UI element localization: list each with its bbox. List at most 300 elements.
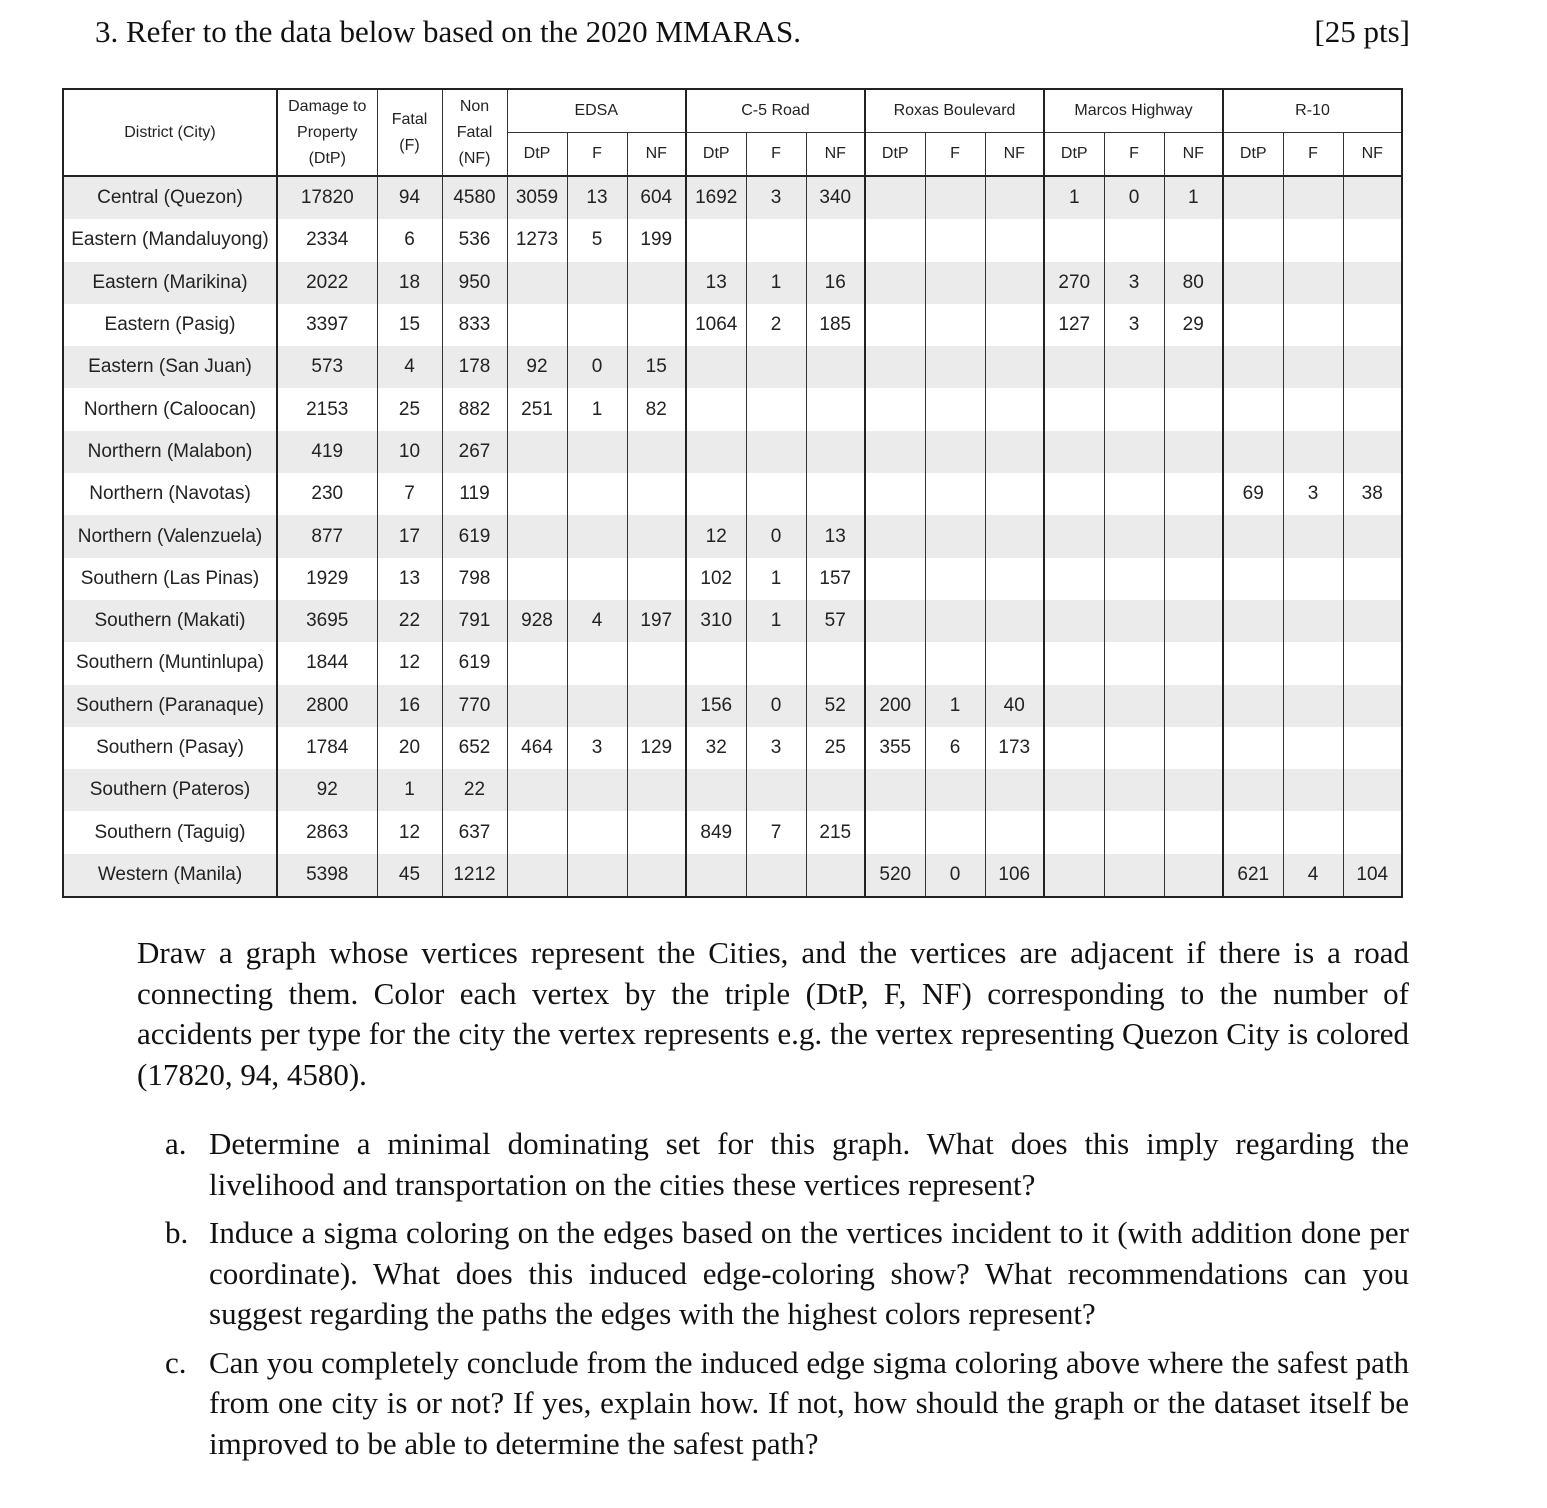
data-cell xyxy=(1343,811,1402,853)
district-cell: Southern (Muntinlupa) xyxy=(63,642,277,684)
road-header-roxas: Roxas Boulevard xyxy=(865,89,1044,133)
data-cell: 2800 xyxy=(277,685,377,727)
data-cell xyxy=(1223,515,1283,557)
sub-header-4-1: F xyxy=(1283,133,1343,177)
data-cell xyxy=(627,811,686,853)
district-cell: Southern (Pasay) xyxy=(63,727,277,769)
data-cell: 104 xyxy=(1343,854,1402,897)
data-cell: 1 xyxy=(746,262,806,304)
data-cell xyxy=(865,769,925,811)
district-cell: Eastern (Marikina) xyxy=(63,262,277,304)
data-cell: 13 xyxy=(686,262,746,304)
data-cell xyxy=(627,473,686,515)
data-cell xyxy=(1104,727,1164,769)
data-cell xyxy=(1343,346,1402,388)
data-cell: 0 xyxy=(746,515,806,557)
data-cell: 1 xyxy=(567,388,627,430)
data-cell xyxy=(1283,515,1343,557)
data-cell xyxy=(1164,558,1223,600)
data-cell xyxy=(567,854,627,897)
data-cell xyxy=(1044,346,1104,388)
data-cell xyxy=(985,473,1044,515)
data-cell: 80 xyxy=(1164,262,1223,304)
sub-header-0-2: NF xyxy=(627,133,686,177)
data-cell xyxy=(627,642,686,684)
data-cell: 230 xyxy=(277,473,377,515)
data-cell xyxy=(746,388,806,430)
sub-header-0-0: DtP xyxy=(507,133,567,177)
data-cell: 15 xyxy=(377,304,442,346)
data-cell xyxy=(1343,642,1402,684)
district-cell: Southern (Makati) xyxy=(63,600,277,642)
data-cell: 69 xyxy=(1223,473,1283,515)
data-cell: 3 xyxy=(746,727,806,769)
data-cell xyxy=(865,811,925,853)
data-cell xyxy=(686,642,746,684)
data-cell: 40 xyxy=(985,685,1044,727)
question-points: [25 pts] xyxy=(1314,14,1410,49)
data-cell xyxy=(1104,473,1164,515)
col-header-dtp: Damage to Property (DtP) xyxy=(277,89,377,176)
data-cell xyxy=(865,388,925,430)
data-cell: 38 xyxy=(1343,473,1402,515)
sub-header-2-0: DtP xyxy=(865,133,925,177)
data-cell xyxy=(686,388,746,430)
data-cell: 173 xyxy=(985,727,1044,769)
data-cell xyxy=(985,811,1044,853)
data-cell xyxy=(1044,854,1104,897)
data-cell: 1273 xyxy=(507,219,567,261)
table-row xyxy=(63,346,1402,388)
table-row xyxy=(63,304,1402,346)
data-cell xyxy=(746,854,806,897)
table-row xyxy=(63,811,1402,853)
data-cell: 12 xyxy=(377,811,442,853)
data-cell xyxy=(1164,642,1223,684)
data-cell: 13 xyxy=(567,176,627,219)
data-cell: 637 xyxy=(442,811,507,853)
data-cell xyxy=(1343,515,1402,557)
data-cell: 29 xyxy=(1164,304,1223,346)
data-cell xyxy=(567,811,627,853)
district-cell: Eastern (Mandaluyong) xyxy=(63,219,277,261)
data-cell xyxy=(1343,769,1402,811)
data-cell xyxy=(806,769,865,811)
data-cell xyxy=(1283,685,1343,727)
data-cell xyxy=(1044,558,1104,600)
data-cell xyxy=(1164,600,1223,642)
data-cell: 1 xyxy=(925,685,985,727)
data-cell xyxy=(865,600,925,642)
data-cell xyxy=(1104,558,1164,600)
data-cell: 877 xyxy=(277,515,377,557)
data-cell xyxy=(1343,262,1402,304)
data-cell: 12 xyxy=(686,515,746,557)
data-cell xyxy=(1343,388,1402,430)
data-cell xyxy=(1283,176,1343,219)
data-cell xyxy=(746,346,806,388)
data-cell xyxy=(1104,219,1164,261)
data-cell: 849 xyxy=(686,811,746,853)
data-cell xyxy=(1283,558,1343,600)
part-b-label: b. xyxy=(165,1215,189,1250)
data-cell: 355 xyxy=(865,727,925,769)
district-cell: Northern (Valenzuela) xyxy=(63,515,277,557)
data-cell: 16 xyxy=(806,262,865,304)
data-cell: 251 xyxy=(507,388,567,430)
data-cell: 45 xyxy=(377,854,442,897)
data-cell xyxy=(1164,727,1223,769)
data-cell: 17820 xyxy=(277,176,377,219)
data-cell xyxy=(1223,769,1283,811)
data-cell: 12 xyxy=(377,642,442,684)
data-cell xyxy=(627,515,686,557)
data-cell xyxy=(567,304,627,346)
data-cell xyxy=(1104,431,1164,473)
data-cell: 3059 xyxy=(507,176,567,219)
data-cell xyxy=(1223,727,1283,769)
data-cell xyxy=(925,219,985,261)
data-cell xyxy=(1343,558,1402,600)
data-cell xyxy=(627,431,686,473)
data-cell xyxy=(1283,727,1343,769)
data-cell: 52 xyxy=(806,685,865,727)
table-row xyxy=(63,262,1402,304)
data-cell: 13 xyxy=(806,515,865,557)
data-cell xyxy=(507,811,567,853)
data-cell xyxy=(627,685,686,727)
data-cell: 1212 xyxy=(442,854,507,897)
district-cell: Central (Quezon) xyxy=(63,176,277,219)
data-cell xyxy=(686,854,746,897)
data-cell xyxy=(925,431,985,473)
data-cell: 129 xyxy=(627,727,686,769)
data-cell xyxy=(507,262,567,304)
district-cell: Eastern (San Juan) xyxy=(63,346,277,388)
data-cell: 2863 xyxy=(277,811,377,853)
data-cell: 127 xyxy=(1044,304,1104,346)
data-cell: 25 xyxy=(377,388,442,430)
data-cell xyxy=(1343,219,1402,261)
district-cell: Northern (Caloocan) xyxy=(63,388,277,430)
district-cell: Northern (Navotas) xyxy=(63,473,277,515)
data-cell xyxy=(1164,685,1223,727)
data-cell xyxy=(746,769,806,811)
data-cell xyxy=(567,685,627,727)
data-cell xyxy=(1104,811,1164,853)
data-cell xyxy=(627,558,686,600)
data-cell xyxy=(865,262,925,304)
data-cell: 0 xyxy=(567,346,627,388)
data-cell xyxy=(1223,304,1283,346)
col-header-district: District (City) xyxy=(63,89,277,176)
data-cell xyxy=(627,304,686,346)
data-cell: 25 xyxy=(806,727,865,769)
data-cell xyxy=(1283,769,1343,811)
data-cell: 798 xyxy=(442,558,507,600)
data-cell xyxy=(1044,219,1104,261)
data-cell xyxy=(507,685,567,727)
data-cell: 340 xyxy=(806,176,865,219)
data-cell: 22 xyxy=(377,600,442,642)
data-cell: 1064 xyxy=(686,304,746,346)
data-cell xyxy=(1104,600,1164,642)
data-cell: 6 xyxy=(925,727,985,769)
data-cell xyxy=(1164,473,1223,515)
data-cell xyxy=(1223,811,1283,853)
data-cell: 22 xyxy=(442,769,507,811)
data-cell xyxy=(985,262,1044,304)
data-cell: 199 xyxy=(627,219,686,261)
data-cell: 106 xyxy=(985,854,1044,897)
data-cell: 32 xyxy=(686,727,746,769)
data-cell: 16 xyxy=(377,685,442,727)
data-cell: 1 xyxy=(746,600,806,642)
data-cell xyxy=(985,769,1044,811)
data-cell: 6 xyxy=(377,219,442,261)
data-cell xyxy=(746,219,806,261)
col-header-nonfatal: Non Fatal (NF) xyxy=(442,89,507,176)
data-cell xyxy=(567,262,627,304)
data-cell: 791 xyxy=(442,600,507,642)
data-cell xyxy=(985,515,1044,557)
sub-header-0-1: F xyxy=(567,133,627,177)
data-cell: 1784 xyxy=(277,727,377,769)
data-cell xyxy=(1283,388,1343,430)
data-cell xyxy=(865,473,925,515)
district-cell: Southern (Pateros) xyxy=(63,769,277,811)
data-cell xyxy=(806,642,865,684)
sub-header-4-0: DtP xyxy=(1223,133,1283,177)
data-cell xyxy=(865,219,925,261)
data-cell xyxy=(1164,515,1223,557)
data-cell xyxy=(985,558,1044,600)
data-cell: 0 xyxy=(1104,176,1164,219)
data-cell xyxy=(1283,219,1343,261)
data-cell: 185 xyxy=(806,304,865,346)
data-cell xyxy=(1283,600,1343,642)
data-cell: 57 xyxy=(806,600,865,642)
data-cell xyxy=(1104,515,1164,557)
data-cell: 4 xyxy=(1283,854,1343,897)
data-cell: 1692 xyxy=(686,176,746,219)
data-cell: 7 xyxy=(746,811,806,853)
data-cell xyxy=(985,388,1044,430)
road-header-c5: C-5 Road xyxy=(686,89,865,133)
data-cell: 197 xyxy=(627,600,686,642)
data-cell xyxy=(1343,431,1402,473)
data-cell xyxy=(1343,727,1402,769)
sub-header-3-2: NF xyxy=(1164,133,1223,177)
data-cell xyxy=(507,854,567,897)
data-cell xyxy=(985,304,1044,346)
data-cell xyxy=(1283,346,1343,388)
question-parts xyxy=(165,1124,1409,1472)
data-cell xyxy=(1223,558,1283,600)
data-cell xyxy=(806,854,865,897)
data-cell: 94 xyxy=(377,176,442,219)
part-a-text: Determine a minimal dominating set for this graph. What does this imply regarding the livelihood and transportation on the cities these vertices represent? xyxy=(209,1126,1409,1202)
col-header-fatal: Fatal (F) xyxy=(377,89,442,176)
data-cell xyxy=(627,262,686,304)
data-cell xyxy=(925,811,985,853)
data-cell xyxy=(1343,176,1402,219)
data-cell xyxy=(1104,346,1164,388)
data-cell: 92 xyxy=(507,346,567,388)
data-cell: 4580 xyxy=(442,176,507,219)
data-cell xyxy=(1044,642,1104,684)
data-cell xyxy=(507,304,567,346)
data-cell xyxy=(925,346,985,388)
data-cell: 621 xyxy=(1223,854,1283,897)
data-cell: 2022 xyxy=(277,262,377,304)
data-cell xyxy=(686,346,746,388)
table-row xyxy=(63,769,1402,811)
data-cell xyxy=(1044,727,1104,769)
data-cell: 652 xyxy=(442,727,507,769)
data-cell xyxy=(925,600,985,642)
data-cell xyxy=(686,219,746,261)
data-cell: 4 xyxy=(567,600,627,642)
data-cell xyxy=(567,431,627,473)
data-cell: 2334 xyxy=(277,219,377,261)
data-cell xyxy=(925,769,985,811)
data-cell xyxy=(865,431,925,473)
data-cell xyxy=(925,515,985,557)
data-cell: 1 xyxy=(746,558,806,600)
data-cell xyxy=(746,642,806,684)
data-cell xyxy=(925,176,985,219)
data-cell xyxy=(567,515,627,557)
table-row xyxy=(63,642,1402,684)
data-cell xyxy=(985,600,1044,642)
district-cell: Northern (Malabon) xyxy=(63,431,277,473)
data-cell xyxy=(627,769,686,811)
data-cell xyxy=(1283,304,1343,346)
data-cell xyxy=(1164,219,1223,261)
data-cell: 156 xyxy=(686,685,746,727)
data-cell: 1 xyxy=(1044,176,1104,219)
data-cell xyxy=(627,854,686,897)
data-cell xyxy=(507,558,567,600)
data-cell: 18 xyxy=(377,262,442,304)
data-cell xyxy=(806,388,865,430)
data-cell xyxy=(507,473,567,515)
data-cell: 92 xyxy=(277,769,377,811)
sub-header-3-0: DtP xyxy=(1044,133,1104,177)
data-cell: 2153 xyxy=(277,388,377,430)
data-cell: 928 xyxy=(507,600,567,642)
data-cell: 419 xyxy=(277,431,377,473)
data-cell xyxy=(1223,176,1283,219)
part-b-text: Induce a sigma coloring on the edges based on the vertices incident to it (with addition done per coordinate). What does this induced edge-coloring show? What recommendations can you suggest regarding the paths the edges with the highest colors represent? xyxy=(209,1215,1409,1331)
data-cell xyxy=(686,769,746,811)
data-cell xyxy=(1223,219,1283,261)
data-cell: 10 xyxy=(377,431,442,473)
data-cell xyxy=(925,558,985,600)
data-cell: 0 xyxy=(746,685,806,727)
data-cell: 102 xyxy=(686,558,746,600)
data-cell: 4 xyxy=(377,346,442,388)
data-cell: 82 xyxy=(627,388,686,430)
data-cell: 3 xyxy=(1104,304,1164,346)
data-cell xyxy=(1223,685,1283,727)
table-row xyxy=(63,219,1402,261)
data-cell xyxy=(925,388,985,430)
district-cell: Eastern (Pasig) xyxy=(63,304,277,346)
sub-header-3-1: F xyxy=(1104,133,1164,177)
table-row xyxy=(63,685,1402,727)
data-cell: 0 xyxy=(925,854,985,897)
data-cell xyxy=(1164,854,1223,897)
data-cell: 20 xyxy=(377,727,442,769)
data-cell xyxy=(1343,304,1402,346)
data-cell: 310 xyxy=(686,600,746,642)
table-row xyxy=(63,515,1402,557)
data-cell xyxy=(1223,600,1283,642)
data-cell: 536 xyxy=(442,219,507,261)
data-cell xyxy=(1044,431,1104,473)
data-cell: 882 xyxy=(442,388,507,430)
data-cell xyxy=(1044,473,1104,515)
data-cell: 3 xyxy=(746,176,806,219)
data-cell xyxy=(1044,811,1104,853)
data-cell xyxy=(865,176,925,219)
part-c-text: Can you completely conclude from the induced edge sigma coloring above where the safest path from one city is or not? If yes, explain how. If not, how should the graph or the dataset itself be improved to be able to determine the safest path? xyxy=(209,1344,1409,1461)
data-cell xyxy=(985,219,1044,261)
data-cell xyxy=(925,473,985,515)
data-cell xyxy=(1164,769,1223,811)
data-cell: 1 xyxy=(1164,176,1223,219)
data-cell: 1 xyxy=(377,769,442,811)
data-cell xyxy=(1104,642,1164,684)
question-title: 3. Refer to the data below based on the 2020 MMARAS. xyxy=(95,14,801,49)
data-cell xyxy=(1104,685,1164,727)
data-cell xyxy=(806,219,865,261)
data-cell: 520 xyxy=(865,854,925,897)
data-cell: 119 xyxy=(442,473,507,515)
data-cell: 5 xyxy=(567,219,627,261)
road-header-marcos: Marcos Highway xyxy=(1044,89,1223,133)
data-cell: 950 xyxy=(442,262,507,304)
data-cell xyxy=(1343,600,1402,642)
data-cell: 2 xyxy=(746,304,806,346)
data-cell: 573 xyxy=(277,346,377,388)
data-cell xyxy=(865,558,925,600)
data-cell xyxy=(1044,600,1104,642)
table-row xyxy=(63,176,1402,219)
data-cell: 3397 xyxy=(277,304,377,346)
data-cell xyxy=(1104,854,1164,897)
data-cell xyxy=(507,769,567,811)
data-cell xyxy=(1104,769,1164,811)
table-row xyxy=(63,600,1402,642)
data-cell: 5398 xyxy=(277,854,377,897)
accident-data-table xyxy=(62,88,1403,898)
sub-header-2-2: NF xyxy=(985,133,1044,177)
data-cell xyxy=(686,473,746,515)
part-c-label: c. xyxy=(165,1344,187,1380)
table-row xyxy=(63,727,1402,769)
road-header-edsa: EDSA xyxy=(507,89,686,133)
data-cell xyxy=(1044,769,1104,811)
data-cell xyxy=(1343,685,1402,727)
data-cell: 1844 xyxy=(277,642,377,684)
data-cell: 17 xyxy=(377,515,442,557)
data-cell xyxy=(1223,262,1283,304)
data-cell xyxy=(1283,811,1343,853)
data-cell: 215 xyxy=(806,811,865,853)
